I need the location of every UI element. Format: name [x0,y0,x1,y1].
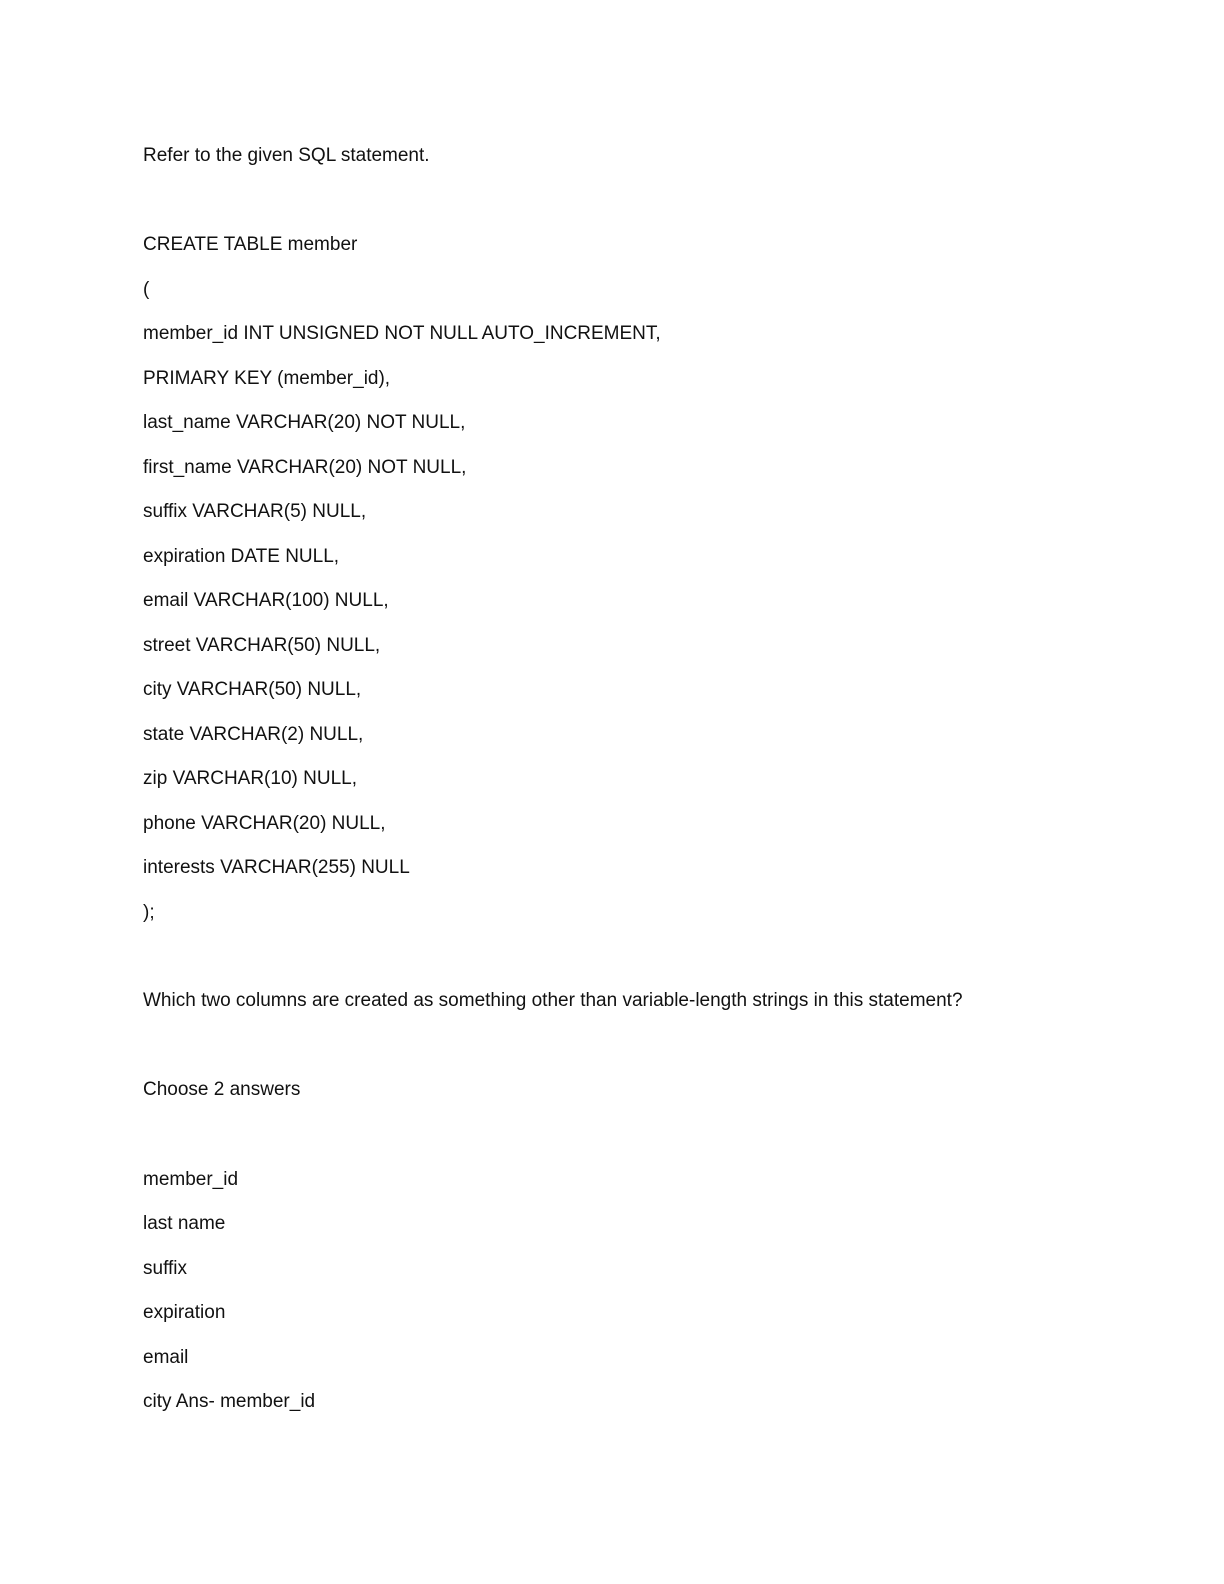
sql-line: first_name VARCHAR(20) NOT NULL, [143,457,467,478]
sql-line: email VARCHAR(100) NULL, [143,590,389,611]
sql-line: CREATE TABLE member [143,234,358,255]
sql-line: ( [143,279,150,300]
answer-option: city Ans- member_id [143,1391,316,1412]
sql-line: street VARCHAR(50) NULL, [143,635,381,656]
answer-option: expiration [143,1302,226,1323]
sql-line: zip VARCHAR(10) NULL, [143,768,357,789]
answer-instruction: Choose 2 answers [143,1079,301,1100]
question-text: Which two columns are created as something other than variable-length strings in this statement? [143,990,963,1011]
sql-line: city VARCHAR(50) NULL, [143,679,362,700]
answer-option: email [143,1347,189,1368]
sql-line: interests VARCHAR(255) NULL [143,857,410,878]
sql-line: last_name VARCHAR(20) NOT NULL, [143,412,466,433]
intro-text: Refer to the given SQL statement. [143,145,430,166]
answer-option: member_id [143,1169,239,1190]
sql-line: member_id INT UNSIGNED NOT NULL AUTO_INCREMENT, [143,323,661,344]
sql-line: state VARCHAR(2) NULL, [143,724,364,745]
sql-line: expiration DATE NULL, [143,546,340,567]
answer-option: suffix [143,1258,188,1279]
answer-option: last name [143,1213,226,1234]
sql-line: ); [143,902,155,923]
sql-line: phone VARCHAR(20) NULL, [143,813,386,834]
sql-line: suffix VARCHAR(5) NULL, [143,501,367,522]
sql-line: PRIMARY KEY (member_id), [143,368,391,389]
